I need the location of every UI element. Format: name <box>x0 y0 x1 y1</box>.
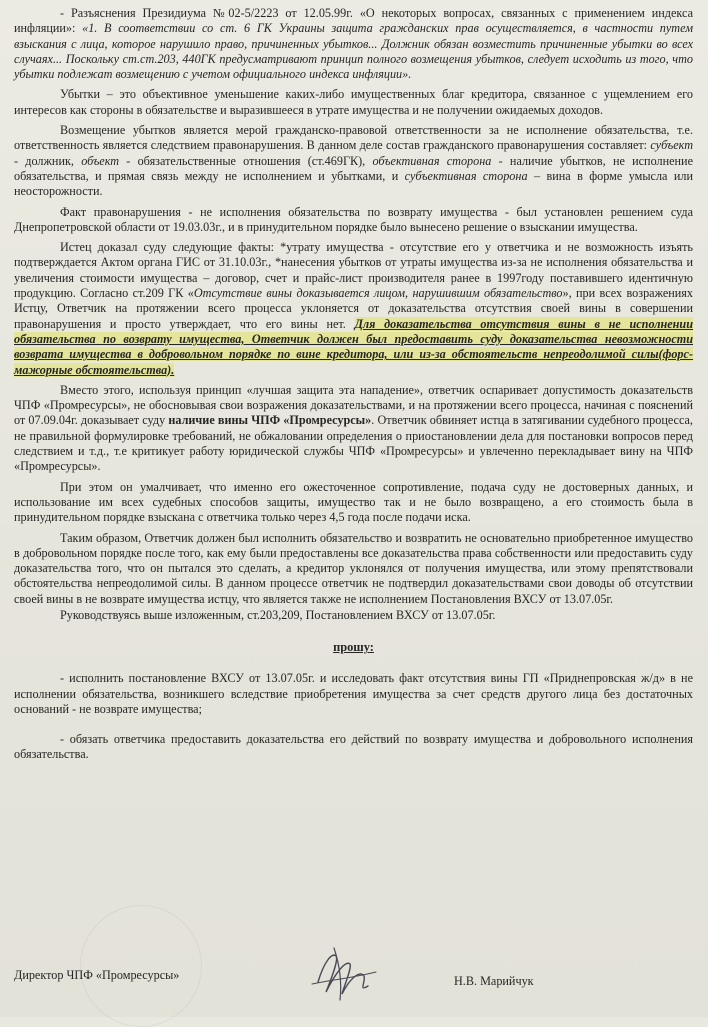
paragraph-plaintiff-proof <box>14 240 693 378</box>
term-object: объект <box>81 153 120 168</box>
handwritten-signature <box>306 942 396 1004</box>
paragraph-conclusion: Таким образом, Ответчик должен был исполнить обязательство и возвратить не основательно приобретенное имущество в добровольном порядке после того, как ему были предоставлены все доказательства права собственности или предоставить суду доказательства того, что он пытался это сделать, а кредитор уклонялся от получения имущества, или этому препятствовали обстоятельства непреодолимой силы. В данном процессе ответчик не подтвердил доказательствами свои доводы об отсутствии своей вины в не возврате имущества истцу, что является также не исполнением Постановления ВХСУ от 13.07.05г. <box>14 530 693 606</box>
request-item-2: - обязать ответчика предоставить доказательства его действий по возврату имущества и добровольного исполнения обязательства. <box>14 732 693 762</box>
signature-block <box>14 960 693 1010</box>
bold-phrase: наличие вины ЧПФ «Промресурсы» <box>168 413 372 428</box>
quote-art-209: Отсутствие вины доказывается лицом, нарушившим обязательство <box>193 286 563 301</box>
text: - Разъяснения Президиума №02-5/2223 от 12.05.99г. «О некоторых вопросах, связанных с применением индекса инфляции»: <box>14 6 693 36</box>
signer-name: Н.В. Марийчук <box>454 974 534 988</box>
signer-position: Директор ЧПФ «Промресурсы» <box>14 968 180 982</box>
paragraph-concealment: При этом он умалчивает, что именно его ожесточенное сопротивление, подача суду не достоверных данных, и использование им всех судебных способов защиты, имущество так и не было возвращено, а его стоимость была в принудительном порядке взыскана с ответчика только через 4,5 года после подачи иска. <box>14 479 693 525</box>
term-objective-side: объективная сторона <box>372 153 492 168</box>
text: », при всех возражениях Истцу, Ответчик на протяжении всего процесса уклоняется от доказательства отсутствия своей вины в совершении правонарушения и просто утверждает, что его вины нет. <box>14 286 694 331</box>
text: - обязательственные отношения (ст.469ГК), <box>119 153 373 168</box>
quote: «1. В соответствии со ст. 6 ГК Украины защита гражданских прав осуществляется, в частности путем взыскания с лица, которое нарушило право, причиненных убытков... Должник обязан возместить причиненные убытки во всех случаях... Поскольку ст.ст.203, 440ГК предусматривают принцип полного возмещения убытков, следует исходить из того, что убытки подлежат возмещению с учетом официального индекса инфляции». <box>14 21 693 82</box>
term-subject: субъект <box>650 138 693 153</box>
paragraph-presidium-clarification <box>14 6 693 82</box>
term-subjective-side: субъективная сторона <box>404 168 528 183</box>
text: Истец доказал суду следующие факты: *утрату имущества - отсутствие его у ответчика и не возможность изъять подтверждается Актом органа ГИС от 31.10.03г., *нанесения убытков от утраты имущества из-за не исполнения обязательства и увеличения стоимости имущества – договор, счет и прайс-лист производителя ранее в 1997году поставившего идентичную продукцию. Согласно ст.209 ГК « <box>14 240 693 301</box>
text: . Ответчик обвиняет истца в затягивании судебного процесса, не правильной формулировке требований, не обжаловании определения о приостановлении дела для постановки вопросов перед следствием и т.д., т.е критикует работу юридической службы ЧПФ «Промресурсы» и увлеченно перекладывает вину на ЧПФ «Промресурсы». <box>14 413 693 474</box>
highlighted-statement: Для доказательства отсутствия вины в не исполнении обязательства по возврату имущества, Ответчик должен был предоставить суду доказательства невозможности возврата имущества в добровольном порядке по вине кредитора, или из-за обстоятельств непреодолимой силы(форс-мажорные обстоятельства). <box>14 316 693 377</box>
request-item-1: - исполнить постановление ВХСУ от 13.07.05г. и исследовать факт отсутствия вины ГП «Приднепровская ж/д» в не исполнении обязательства, возникшего вследствие приобретения имущества за счет средств другого лица без достаточных оснований - не возврате имущества; <box>14 671 693 716</box>
text: Возмещение убытков является мерой гражданско-правовой ответственности за не исполнение обязательства, т.е. ответственность является следствием правонарушения. В данном деле состав гражданского правонарушения составляет: <box>14 123 693 153</box>
paragraph-guided-by: Руководствуясь выше изложенным, ст.203,209, Постановлением ВХСУ от 13.07.05г. <box>60 607 496 622</box>
request-title: прошу: <box>333 640 374 655</box>
text: - наличие убытков, не исполнение обязательства, и прямая связь между не исполнением и убытками, и <box>14 153 693 183</box>
paragraph-liability <box>14 123 693 199</box>
paragraph-losses-definition: Убытки – это объективное уменьшение каких-либо имущественных благ кредитора, связанное с ущемлением его интересов как стороны в обязательстве и выразившееся в утрате имущества и не получении ожидаемых доходов. <box>14 87 693 117</box>
paragraph-defendant-tactics <box>14 383 693 475</box>
text: - должник, <box>14 153 82 168</box>
paragraph-offense-fact: Факт правонарушения - не исполнения обязательства по возврату имущества - был установлен решением суда Днепропетровской области от 19.03.03г., и в принудительном порядке было вынесено решение о взыскании имущества. <box>14 204 693 234</box>
text: Вместо этого, используя принцип «лучшая защита эта нападение», ответчик оспаривает допустимость доказательств ЧПФ «Промресурсы», не обосновывая свои возражения доказательствами, и на протяжении всего процесса, начиная с пояснений от 07.09.04г. доказывает суду <box>14 382 693 428</box>
text: – вина в форме умысла или неосторожности. <box>14 168 693 199</box>
